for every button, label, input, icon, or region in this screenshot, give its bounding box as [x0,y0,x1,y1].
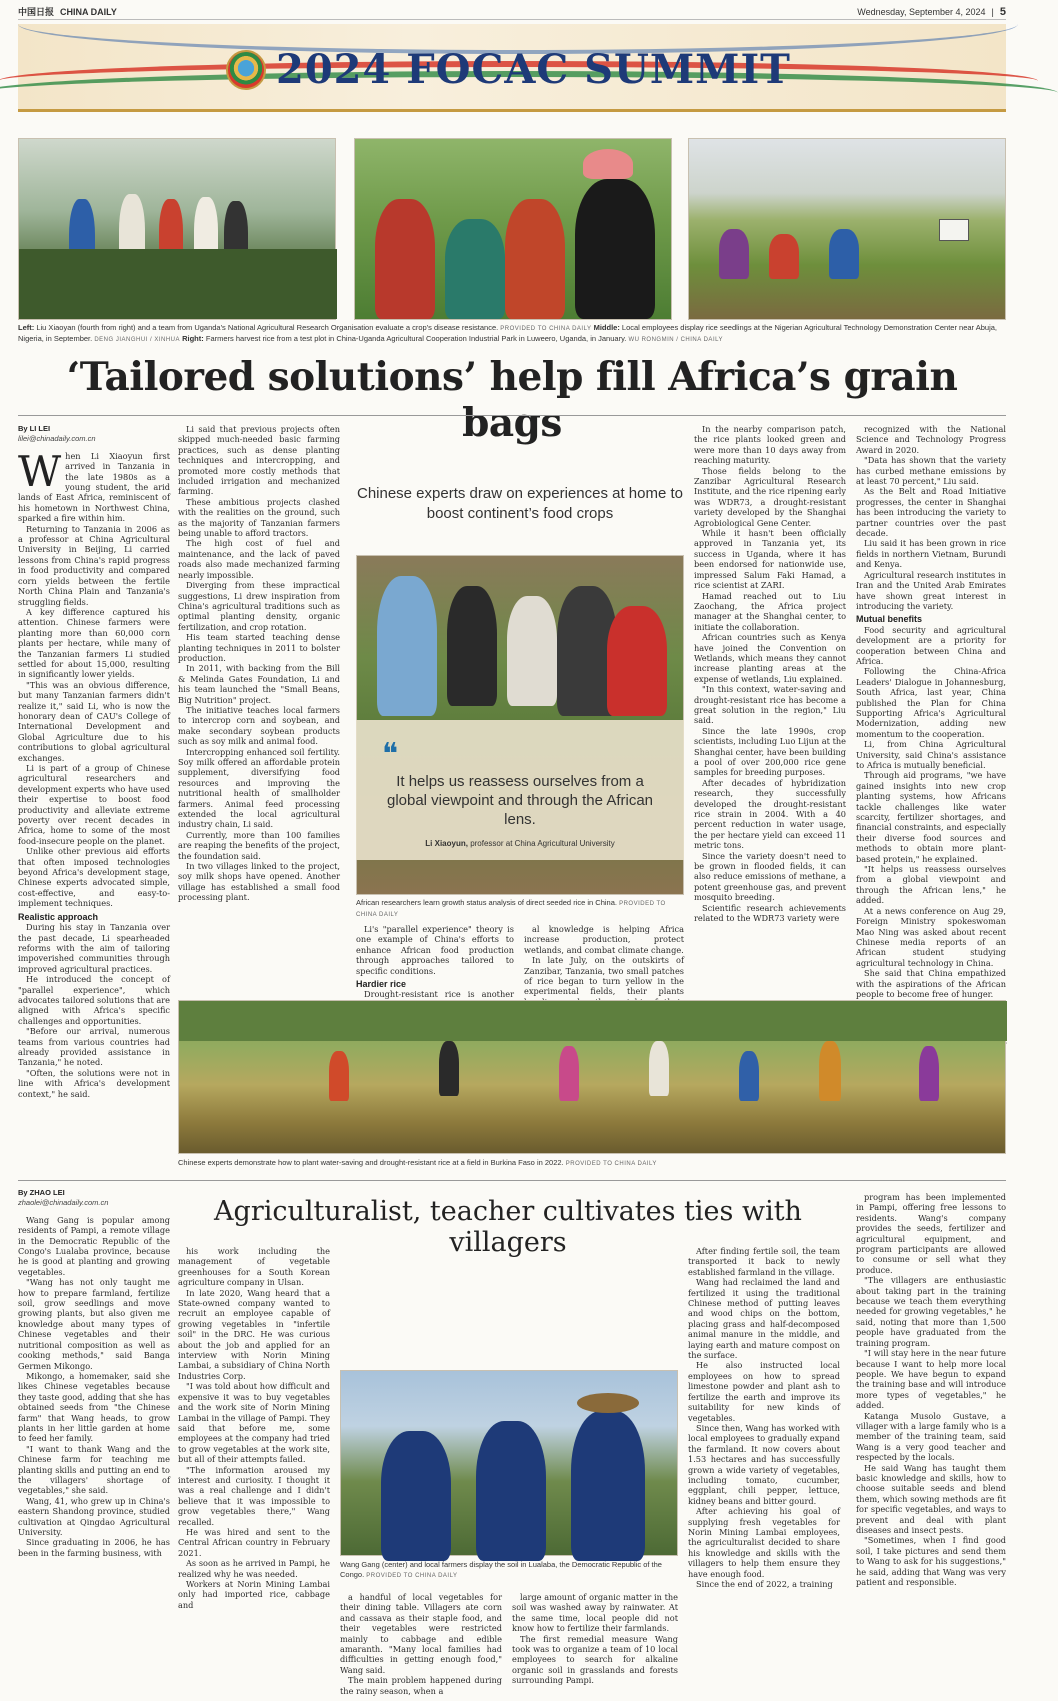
subhead-realistic: Realistic approach [18,911,99,922]
article2-email: zhaolei@chinadaily.com.cn [18,1198,109,1208]
caption-left-text: Liu Xiaoyan (fourth from right) and a team from Uganda's National Agricultural Research Organisation evaluate a crop's disease resistance. [36,323,499,332]
photo-burkina-faso-field [178,1000,1006,1154]
caption-right-text: Farmers harvest rice from a test plot in China-Uganda Agricultural Cooperation Industrial Park in Luweero, Uganda, in January. [205,334,627,343]
article1-column-5: In the nearby comparison patch, the rice plants looked green and were more than 10 days away from reaching maturity. Those fields belong to the Zanzibar Agricultural Research Institute, and the rice ripening early was WDR73, a drought-resistant variety developed by the Shanghai Agrobiological Gene Center. While it hasn't been officially approved in Tanzania yet, its success in Uganda, where it has been endorsed for nationwide use, impressed Salum Faki Hamad, a rice scientist at ZARI. Hamad reached out to Liu Zaochang, the Africa project manager at the Shanghai center, to initiate the collaboration. African countries such as Kenya have joined the Convention on Wetlands, which means they cannot increase planting areas at the expense of wetlands, Liu explained. "In this context, water-saving and drought-resistant rice has become a great solution in the region," Liu said. Since the late 1990s, crop scientists, including Luo Lijun at the Shanghai center, have been building a pool of over 200,000 rice gene samples for breeding purposes. After decades of hybridization research, they successfully developed the drought-resistant rice strain in 2004. With a 40 percent reduction in water usage, the per hectare yield can exceed 11 metric tons. Since the variety doesn't need to be grown in flooded fields, it can also reduce emissions of methane, a potent greenhouse gas, and prevent mosquito breeding. Scientific research achievements related to the WDR73 variety were [694,424,846,924]
banner-title: 2024 FOCAC SUMMIT [276,46,791,93]
headline-rule [18,415,1006,416]
caption-right-label: Right: [182,334,204,343]
article1-deck: Chinese experts draw on experiences at home to boost continent’s food crops [356,485,683,522]
caption-middle-label: Middle: [593,323,620,332]
caption-right-credit: WU RONGMIN / CHINA DAILY [628,337,723,343]
caption-middle-credit: DENG JIANGHUI / XINHUA [94,337,180,343]
article1-column-2: Li said that previous projects often skipped much-needed basic farming practices, such as dense planting techniques and intercropping, and promoted more costly methods that included irrigation and mechanized farming. These ambitious projects clashed with the realities on the ground, such as the majority of Tanzanian farmers being unable to afford tractors. The high cost of fuel and maintenance, and the lack of paved roads also made mechanized farming nearly impossible. Diverging from these impractical suggestions, Li drew inspiration from China's agricultural traditions such as optimal planting density, organic fertilization, and crop rotation. His team started teaching dense planting techniques in 2011 to bolster production. In 2011, with backing from the Bill & Melinda Gates Foundation, Li and his team launched the "Small Beans, Big Nutrition" project. The initiative teaches local farmers to intercrop corn and soybean, and make secondary soybean products such as soy milk and animal food. Intercropping enhanced soil fertility. Soy milk offered an affordable protein supplement, diversifying food resources and improving the nutritional health of smallholder farmers. Animal feed processing extended the local agricultural industry chain, Li said. Currently, more than 100 families are reaping the benefits of the project, the foundation said. In two villages linked to the project, soy milk shops have opened. Another village has established a small food processing plant. [178,424,340,903]
bottom-photo-caption: Wang Gang (center) and local farmers display the soil in Lualaba, the Democratic Republic of the Congo. PROVIDED TO CHINA DAILY [340,1560,662,1579]
article1-email: lilei@chinadaily.com.cn [18,434,96,444]
photo-crop-evaluation [18,138,336,320]
pull-quote-attribution: Li Xiaoyun, professor at China Agricultural University [425,839,615,848]
article1-byline: By LI LEI [18,424,51,433]
pull-quote [356,720,684,860]
focac-logo-icon [226,50,266,90]
caption-middle-text: Local employees display rice seedlings at the Nigerian Agricultural Technology Demonstration Center near Abuja, Nigeria, in September. [18,323,997,343]
article2-column-2: his work including the management of vegetable greenhouses for a South Korean agriculture company in Ulsan. In late 2020, Wang heard that a State-owned company wanted to recruit an employee capable of growing vegetables in "infertile soil" in the DRC. He was curious about the job and applied for an interview with Norin Mining Lambai, a subsidiary of China North Industries Corp. "I was told about how difficult and expensive it was to buy vegetables and the work site of Norin Mining Lambai in the village of Pampi. They said that before me, some employees at the company had tried to grow vegetables at the work site, but all of their attempts failed. "The information aroused my interest and curiosity. I thought it was a real challenge and I didn't believe that it was impossible to grow vegetables there," Wang recalled. He was hired and sent to the Central African country in February 2021. As soon as he arrived in Pampi, he realized why he was needed. Workers at Norin Mining Lambai only had imported rice, cabbage and [178,1246,330,1610]
subhead-hardier: Hardier rice [356,979,407,990]
article1-column-6: recognized with the National Science and Technology Progress Award in 2020. "Data has shown that the variety has curbed methane emissions by at least 70 percent," Liu said. As the Belt and Road Initiative progresses, the center in Shanghai has been introducing the variety to partner countries over the past decade. Liu said it has been grown in rice fields in northern Vietnam, Burundi and Kenya. Agricultural research institutes in Iran and the United Arab Emirates have shown great interest in introducing the variety. Mutual benefits Food security and agricultural development are a priority for cooperation between China and Africa. Following the China-Africa Leaders' Dialogue in Johannesburg, South Africa, last year, China published the Plan for China Supporting Africa's Agricultural Modernization, adding new momentum to the cooperation. Li, from China Agricultural University, said China's assistance to Africa is mutually beneficial. Through aid programs, "we have gained insights into new crop planting systems, how Africans tackle challenges like water scarcity, fertilizer shortages, and financial constraints, and especially their diverse food sources and methods to obtain more plant-based protein," he explained. "It helps us reassess ourselves from a global viewpoint and through the African lens," he added. At a news conference on Aug 29, Foreign Ministry spokeswoman Mao Ning was asked about recent Chinese media reports of an African student studying agricultural technology in China. She said that China empathized with the aspirations of the African people to become free of hunger. [856,424,1006,999]
subhead-mutual: Mutual benefits [856,614,923,625]
page-number: 5 [999,5,1006,18]
photo-rice-seedlings [354,138,672,320]
photo-rice-harvest [688,138,1006,320]
article1-column-4: al knowledge is helping Africa increase production, protect wetlands, and combat climate change. In late July, on the outskirts of Zanzibar, Tanzania, two small patches of rice began to turn yellow in the experimental fields, their plants [524,924,684,997]
dropcap: W [18,446,62,496]
date-page: Wednesday, September 4, 2024 | 5 [857,5,1006,18]
article2-column-3: a handful of local vegetables for their dining table. Villagers ate corn and cassava as their staple food, and their vegetables were restricted mainly to cabbage and edible amaranth. "Many local families had difficulties in getting enough food," Wang said. The main problem happened during the rainy season, when a [340,1592,502,1696]
article2-column-1: By ZHAO LEI zhaolei@chinadaily.com.cn Wang Gang is popular among residents of Pampi, a remote village in the Democratic Republic of the Congo's Lualaba province, because he is good at planting and growing vegetables. "Wang has not only taught me how to prepare farmland, fertilize soil, grow seedlings and move growing plants, but also given me knowledge about many types of Chinese vegetables and their nutritional composition as well as cooking methods," said Banga Germen Mikongo. Mikongo, a homemaker, said she likes Chinese vegetables because they taste good, adding that she has obtained seeds from "the Chinese farm" that Wang heads, to grow plants in her little garden at home to feed her family. "I want to thank Wang and the Chinese farm for teaching me planting skills and putting an end to the villagers' shortage of vegetables," she said. Wang, 41, who grew up in China's eastern Shandong province, studied cultivation at Qingdao Agricultural University. Since graduating in 2006, he has been in the farming business, with [18,1188,170,1558]
issue-date: Wednesday, September 4, 2024 [857,6,986,17]
quote-mark-icon: ❝ [382,737,399,772]
headline-grain-bags: ‘Tailored solutions’ help fill Africa’s grain bags [66,354,958,446]
caption-left-label: Left: [18,323,35,332]
pull-quote-text: It helps us reassess ourselves from a global viewpoint and through the African lens. [386,773,653,828]
article2-column-4: large amount of organic matter in the soil was washed away by rainwater. At the same time, local people did not know how to fertilize their farmlands. The first remedial measure Wang took was to organize a team of 10 local employees to search for alkaline organic soil in grasslands and forests surrounding Pampi. [512,1592,678,1686]
paper-name: CHINA DAILY [60,6,117,17]
top-photo-caption [18,323,1006,345]
caption-left-credit: PROVIDED TO CHINA DAILY [500,326,592,332]
photo-wang-gang-soil [340,1370,678,1556]
headline-agriculturalist: Agriculturalist, teacher cultivates ties with villagers [214,1196,802,1258]
wide-photo-caption: Chinese experts demonstrate how to plant water-saving and drought-resistant rice at a field in Burkina Faso in 2022. PROVIDED TO CHINA DAILY [178,1158,657,1167]
article1-column-3: Li's "parallel experience" theory is one example of China's efforts to enhance African food production through approaches tailored to specific conditions. Hardier rice Drought-resistant rice is another [356,924,514,1000]
article1-column-1: By LI LEI lilei@chinadaily.com.cn When Li Xiaoyun first arrived in Tanzania in the late 1980s as a young student, the arid lands of East Africa, reminiscent of his hometown in Northwest China, sparked a fire within him. Returning to Tanzania in 2006 as a professor at China Agricultural University in Beijing, Li carried lessons from China's rapid progress in food productivity and compared corn yields between the fertile North China Plain and Tanzania's struggling fields. A key difference captured his attention. Chinese farmers were planting more than 60,000 corn plants per hectare, while many of the Tanzanian farmers Li studied settled for about 15,000, resulting in significantly lower yields. "This was an obvious difference, but many Tanzanian farmers didn't realize it," said Li, who is now the honorary dean of CAU's College of International Development and Global Agriculture due to his contributions to global agricultural exchanges. Li is part of a group of Chinese agricultural researchers and development experts who have used their expertise to boost food productivity and alleviate extreme poverty over recent decades in Africa, home to some of the most food-insecure people on the planet. Unlike other previous aid efforts that often imposed technologies beyond Africa's development stage, Chinese experts advocated simple, cost-effective, and easy-to-implement techniques. Realistic approach During his stay in Tanzania over the past decade, Li spearheaded reforms with the aim of tailoring impoverished communities through improved agricultural practices. He introduced the concept of "parallel experience", which advocates tailored solutions that are aligned with Africa's specific challenges and opportunities. "Before our arrival, numerous teams from various countries had already provided assistance in Tanzania," he noted. "Often, the solutions were not in line with Africa's development context," he said. [18,424,170,1099]
article2-column-5: After finding fertile soil, the team transported it back to newly established farmland in the village. Wang had reclaimed the land and fertilized it using the traditional Chinese method of putting leaves and wood chips on the bottom, placing grass and half-decomposed animal manure in the middle, and laying earth and mature compost on the surface. He also instructed local employees on how to spread limestone powder and plant ash to fertilize the earth and improve its suitability for new kinds of vegetables. Since then, Wang has worked with local employees to gradually expand the farmland. It now covers about 1.53 hectares and has successfully grown a wide variety of vegetables, including tomato, cucumber, eggplant, chili pepper, lettuce, kidney beans and bitter gourd. After achieving his goal of supplying fresh vegetables for Norin Mining Lambai employees, the agriculturalist decided to share his knowledge and skills with the villagers to help them ensure they have enough food. Since the end of 2022, a training [688,1246,840,1589]
section-rule [18,1180,1006,1181]
focac-banner [18,24,1006,112]
logo-chinese: 中国日报 [18,7,55,17]
article2-byline: By ZHAO LEI [18,1188,65,1197]
article2-column-6: program has been implemented in Pampi, offering free lessons to residents. Wang's company provides the seeds, fertilizer and agricultural equipment, and program participants are allowed to consume or sell what they produce. "The villagers are enthusiastic about taking part in the training because we teach them everything needed for growing vegetables," he said, noting that more than 1,500 people have graduated from the training program. "I will stay here in the near future because I want to help more local people. We have begun to expand the training base and will introduce more types of vegetables," he added. Katanga Musolo Gustave, a villager with a large family who is a member of the training team, said Wang is a very good teacher and respected by the locals. He said Wang has taught them basic knowledge and skills, how to choose suitable seeds and blend them, which sowing methods are fit for specific vegetables, and ways to prevent and deal with plant diseases and insect pests. "Sometimes, when I find good soil, I take pictures and send them to Wang to ask for his suggestions," he said, adding that Wang was very patient and responsible. [856,1192,1006,1588]
mid-photo-caption: African researchers learn growth status analysis of direct seeded rice in China. PROVIDED TO CHINA DAILY [356,898,666,918]
